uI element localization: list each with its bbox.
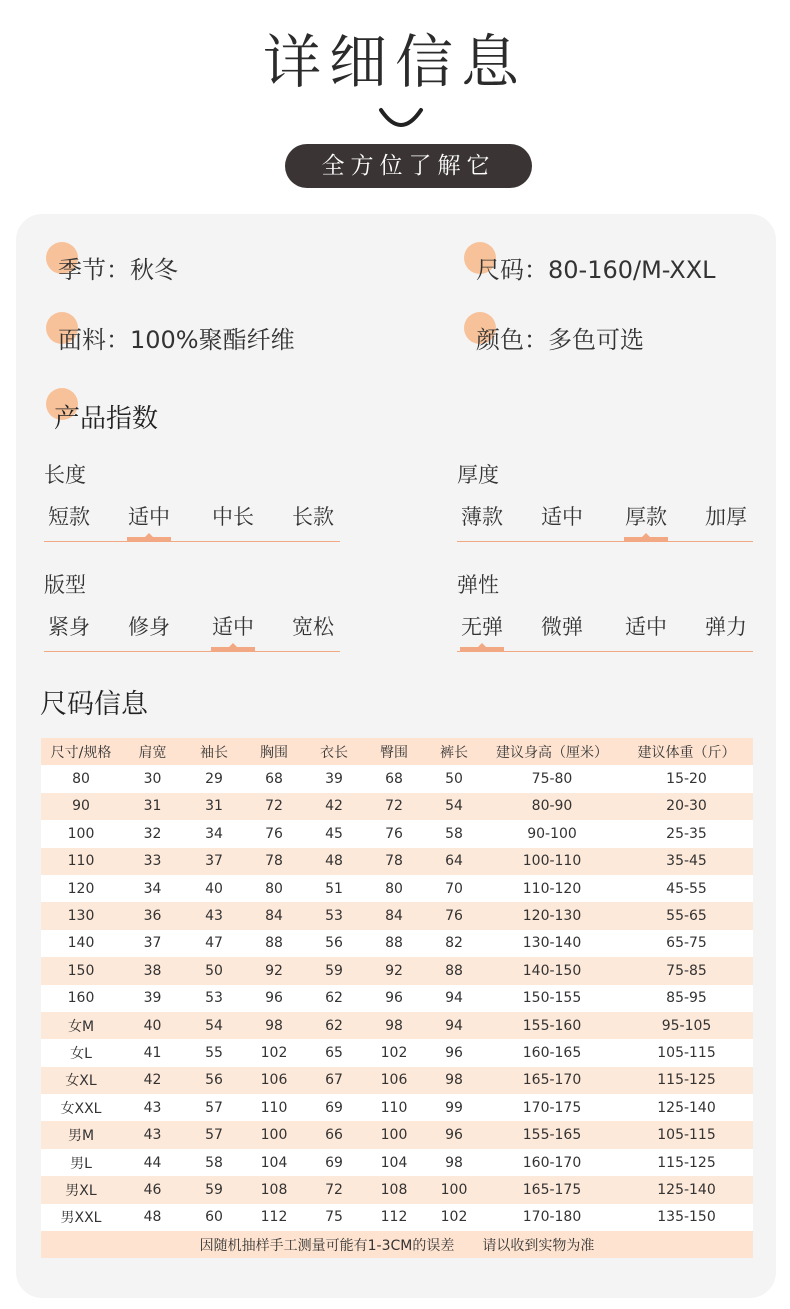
- table-cell: 31: [205, 798, 223, 815]
- table-row: [41, 1067, 753, 1094]
- table-cell: 104: [380, 1154, 408, 1171]
- table-cell: 65-75: [666, 935, 707, 952]
- measurement-note: 因随机抽样手工测量可能有1-3CM的误差 请以收到实物为准: [199, 1237, 595, 1254]
- index-option: 短款: [48, 505, 90, 529]
- table-row: [41, 1094, 753, 1121]
- index-option-selected: 适中: [128, 502, 170, 532]
- index-scale: [44, 612, 340, 652]
- table-cell: 140: [67, 935, 95, 952]
- table-cell: 80: [72, 771, 90, 788]
- table-cell: 69: [325, 1099, 343, 1116]
- table-header-cell: 衣长: [320, 744, 348, 761]
- table-cell: 35-45: [666, 853, 707, 870]
- table-cell: 90-100: [527, 825, 577, 842]
- index-option: 微弹: [541, 615, 583, 639]
- table-cell: 82: [445, 935, 463, 952]
- table-cell: 100: [260, 1127, 288, 1144]
- table-cell: 53: [325, 908, 343, 925]
- table-cell: 80: [265, 880, 283, 897]
- index-option: 中长: [212, 505, 254, 529]
- size-text: 尺码：80-160/M-XXL: [476, 256, 716, 284]
- table-cell: 29: [205, 771, 223, 788]
- table-cell: 72: [265, 798, 283, 815]
- product-index-heading: [54, 398, 158, 435]
- index-option: 弹力: [705, 615, 747, 639]
- table-header-cell: 裤长: [440, 744, 468, 761]
- table-cell: 43: [143, 1127, 162, 1144]
- table-header-cell: 建议身高（厘米）: [496, 744, 608, 761]
- table-cell: 80: [385, 880, 403, 897]
- table-cell: 15-20: [666, 771, 707, 788]
- index-label: 弹性: [457, 573, 499, 597]
- table-cell: 96: [445, 1127, 463, 1144]
- table-cell: 108: [380, 1181, 408, 1198]
- table-cell: 54: [205, 1017, 223, 1034]
- table-cell: 53: [205, 990, 223, 1007]
- table-cell: 男XXL: [60, 1210, 102, 1227]
- table-cell: 42: [143, 1072, 162, 1089]
- size-info-title: 尺码信息: [40, 689, 148, 720]
- table-cell: 98: [445, 1072, 463, 1089]
- index-scale: [457, 502, 753, 542]
- table-cell: 102: [440, 1209, 468, 1226]
- table-cell: 47: [205, 935, 223, 952]
- table-row: [41, 820, 753, 847]
- table-cell: 48: [143, 1209, 162, 1226]
- table-cell: 155-165: [522, 1127, 582, 1144]
- table-cell: 59: [325, 962, 343, 979]
- table-cell: 165-175: [522, 1181, 582, 1198]
- table-cell: 84: [385, 908, 403, 925]
- season-text: 季节：秋冬: [58, 256, 178, 284]
- table-cell: 75: [325, 1209, 343, 1226]
- table-row: [41, 848, 753, 875]
- table-cell: 130: [67, 908, 95, 925]
- table-cell: 45: [325, 825, 343, 842]
- table-cell: 106: [260, 1072, 288, 1089]
- index-option: 适中: [541, 505, 583, 529]
- index-option: 适中: [625, 615, 667, 639]
- table-cell: 43: [205, 908, 223, 925]
- table-cell: 160-165: [522, 1044, 582, 1061]
- table-cell: 31: [143, 798, 162, 815]
- table-cell: 69: [325, 1154, 343, 1171]
- table-cell: 51: [325, 880, 343, 897]
- table-cell: 100: [440, 1181, 468, 1198]
- table-cell: 40: [143, 1017, 162, 1034]
- table-cell: 102: [260, 1044, 288, 1061]
- table-cell: 58: [445, 825, 463, 842]
- table-cell: 155-160: [522, 1017, 582, 1034]
- table-cell: 95-105: [661, 1017, 712, 1034]
- table-cell: 76: [265, 825, 283, 842]
- table-row: [41, 765, 753, 792]
- table-row: [41, 1149, 753, 1176]
- table-cell: 59: [205, 1181, 223, 1198]
- index-option-selected: 厚款: [625, 502, 667, 532]
- table-row: [41, 985, 753, 1012]
- table-cell: 37: [205, 853, 223, 870]
- table-cell: 76: [385, 825, 403, 842]
- table-cell: 58: [205, 1154, 223, 1171]
- table-cell: 65: [325, 1044, 343, 1061]
- table-cell: 165-170: [522, 1072, 582, 1089]
- table-cell: 76: [445, 908, 463, 925]
- table-cell: 120: [67, 880, 95, 897]
- table-cell: 105-115: [657, 1127, 716, 1144]
- table-cell: 106: [380, 1072, 408, 1089]
- table-cell: 36: [143, 908, 162, 925]
- product-index-title: 产品指数: [54, 404, 159, 434]
- table-cell: 男L: [70, 1155, 92, 1172]
- table-cell: 98: [385, 1017, 403, 1034]
- table-cell: 98: [265, 1017, 283, 1034]
- table-cell: 42: [325, 798, 343, 815]
- index-scale: [457, 612, 753, 652]
- table-cell: 150-155: [522, 990, 582, 1007]
- index-option: 修身: [128, 615, 170, 639]
- table-cell: 60: [205, 1209, 223, 1226]
- table-row: [41, 1012, 753, 1039]
- table-row: [41, 1121, 753, 1148]
- season-attribute: [58, 250, 178, 290]
- color-text: 颜色：多色可选: [476, 326, 644, 354]
- table-cell: 女XL: [65, 1073, 97, 1090]
- table-cell: 男XL: [65, 1182, 97, 1199]
- table-cell: 135-150: [657, 1209, 716, 1226]
- index-label: 厚度: [457, 463, 499, 487]
- table-cell: 女L: [70, 1045, 92, 1062]
- table-cell: 56: [205, 1072, 223, 1089]
- table-cell: 85-95: [666, 990, 707, 1007]
- table-cell: 38: [143, 962, 162, 979]
- table-cell: 160: [67, 990, 95, 1007]
- index-group-elasticity: [457, 570, 753, 652]
- table-cell: 75-85: [666, 962, 707, 979]
- table-cell: 125-140: [657, 1181, 716, 1198]
- table-cell: 34: [205, 825, 223, 842]
- table-header-cell: 胸围: [260, 744, 288, 761]
- table-cell: 48: [325, 853, 343, 870]
- table-cell: 39: [143, 990, 162, 1007]
- table-cell: 110: [260, 1099, 288, 1116]
- table-cell: 160-170: [522, 1154, 582, 1171]
- index-group-thickness: [457, 460, 753, 542]
- table-cell: 78: [385, 853, 403, 870]
- table-cell: 96: [445, 1044, 463, 1061]
- table-cell: 20-30: [666, 798, 707, 815]
- index-scale: [44, 502, 340, 542]
- table-cell: 64: [445, 853, 463, 870]
- table-header-cell: 建议体重（斤）: [637, 744, 736, 761]
- table-cell: 88: [265, 935, 283, 952]
- table-cell: 40: [205, 880, 223, 897]
- table-cell: 32: [143, 825, 162, 842]
- table-cell: 男M: [67, 1128, 95, 1145]
- table-cell: 34: [143, 880, 162, 897]
- size-table: [41, 738, 753, 1258]
- table-row: [41, 1039, 753, 1066]
- index-option: 加厚: [705, 505, 747, 529]
- table-cell: 170-180: [522, 1209, 582, 1226]
- table-cell: 43: [143, 1099, 162, 1116]
- table-row: [41, 1176, 753, 1203]
- table-cell: 100: [67, 825, 95, 842]
- table-cell: 78: [265, 853, 283, 870]
- table-cell: 112: [260, 1209, 288, 1226]
- table-cell: 100-110: [522, 853, 582, 870]
- table-cell: 55: [205, 1044, 223, 1061]
- index-group-length: [44, 460, 340, 542]
- table-cell: 50: [205, 962, 223, 979]
- table-cell: 25-35: [666, 825, 707, 842]
- index-option: 薄款: [461, 505, 503, 529]
- table-cell: 115-125: [657, 1154, 716, 1171]
- table-cell: 88: [445, 962, 463, 979]
- table-cell: 125-140: [657, 1099, 716, 1116]
- table-cell: 30: [143, 771, 162, 788]
- table-cell: 94: [445, 1017, 463, 1034]
- table-cell: 57: [205, 1099, 223, 1116]
- fabric-attribute: [58, 320, 295, 360]
- table-cell: 108: [260, 1181, 288, 1198]
- table-cell: 110: [67, 853, 95, 870]
- table-cell: 女XXL: [60, 1100, 102, 1117]
- table-note-row: [41, 1231, 753, 1258]
- index-label: 长度: [44, 463, 86, 487]
- table-cell: 56: [325, 935, 343, 952]
- table-cell: 62: [325, 1017, 343, 1034]
- table-cell: 50: [445, 771, 463, 788]
- table-cell: 92: [265, 962, 283, 979]
- index-option: 宽松: [292, 615, 334, 639]
- table-cell: 96: [265, 990, 283, 1007]
- table-cell: 84: [265, 908, 283, 925]
- index-label: 版型: [44, 573, 86, 597]
- table-cell: 115-125: [657, 1072, 716, 1089]
- table-row: [41, 902, 753, 929]
- index-option: 长款: [292, 505, 334, 529]
- table-cell: 72: [325, 1181, 343, 1198]
- table-header-cell: 尺寸/规格: [50, 744, 112, 761]
- table-cell: 98: [445, 1154, 463, 1171]
- table-cell: 92: [385, 962, 403, 979]
- page-title: 详细信息: [262, 28, 527, 96]
- table-cell: 100: [380, 1127, 408, 1144]
- index-group-fit: [44, 570, 340, 652]
- table-cell: 72: [385, 798, 403, 815]
- fabric-text: 面料：100%聚酯纤维: [58, 326, 295, 354]
- table-cell: 80-90: [531, 798, 573, 815]
- table-row: [41, 875, 753, 902]
- table-cell: 96: [385, 990, 403, 1007]
- table-header-row: [41, 738, 753, 765]
- table-cell: 41: [143, 1044, 162, 1061]
- table-cell: 44: [143, 1154, 162, 1171]
- table-cell: 70: [445, 880, 463, 897]
- table-cell: 130-140: [522, 935, 582, 952]
- table-cell: 75-80: [531, 771, 573, 788]
- table-cell: 110-120: [522, 880, 582, 897]
- table-row: [41, 930, 753, 957]
- table-cell: 104: [260, 1154, 288, 1171]
- table-cell: 68: [265, 771, 283, 788]
- table-cell: 88: [385, 935, 403, 952]
- table-cell: 68: [385, 771, 403, 788]
- table-cell: 90: [72, 798, 90, 815]
- table-header-cell: 臀围: [380, 744, 408, 761]
- table-cell: 46: [143, 1181, 162, 1198]
- smile-icon: [377, 106, 425, 132]
- subtitle-pill: 全方位了解它: [285, 144, 532, 188]
- table-cell: 94: [445, 990, 463, 1007]
- table-cell: 66: [325, 1127, 343, 1144]
- table-cell: 45-55: [666, 880, 707, 897]
- table-cell: 112: [380, 1209, 408, 1226]
- table-cell: 57: [205, 1127, 223, 1144]
- table-header-cell: 肩宽: [138, 744, 167, 761]
- table-cell: 54: [445, 798, 463, 815]
- table-cell: 62: [325, 990, 343, 1007]
- table-row: [41, 1204, 753, 1231]
- table-cell: 102: [380, 1044, 408, 1061]
- table-cell: 女M: [67, 1018, 95, 1035]
- size-attribute: [476, 250, 716, 290]
- table-row: [41, 957, 753, 984]
- table-header-cell: 袖长: [200, 744, 228, 761]
- index-option-selected: 无弹: [461, 612, 503, 642]
- table-cell: 170-175: [522, 1099, 582, 1116]
- table-row: [41, 793, 753, 820]
- table-cell: 55-65: [666, 908, 707, 925]
- index-option: 紧身: [48, 615, 90, 639]
- table-cell: 37: [143, 935, 162, 952]
- table-cell: 33: [143, 853, 162, 870]
- table-cell: 120-130: [522, 908, 582, 925]
- table-cell: 39: [325, 771, 343, 788]
- table-cell: 140-150: [522, 962, 582, 979]
- table-cell: 110: [380, 1099, 408, 1116]
- index-option-selected: 适中: [212, 612, 254, 642]
- table-cell: 105-115: [657, 1044, 716, 1061]
- table-cell: 99: [445, 1099, 463, 1116]
- table-cell: 150: [67, 962, 95, 979]
- table-cell: 67: [325, 1072, 343, 1089]
- color-attribute: [476, 320, 644, 360]
